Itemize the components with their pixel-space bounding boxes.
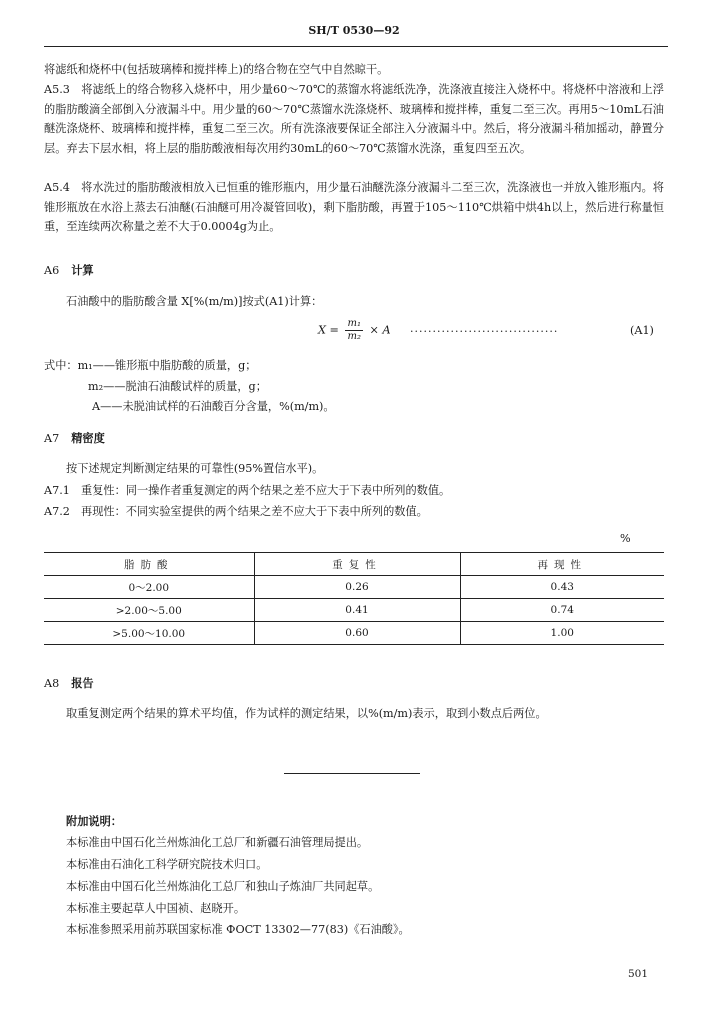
formula-denominator: m₂	[347, 331, 361, 342]
table-header-row	[44, 553, 664, 576]
definition-a: A——未脱油试样的石油酸百分含量，%(m/m)。	[92, 400, 335, 413]
formula-rhs: × A	[369, 323, 391, 337]
formula-a1	[318, 318, 391, 343]
cell-fatty-acid-range: 0～2.00	[44, 576, 254, 599]
paragraph-continuation: 将滤纸和烧杯中(包括玻璃棒和搅拌棒上)的络合物在空气中自然晾干。	[44, 63, 389, 76]
page-number: 501	[628, 968, 649, 980]
note-line: 本标准由中国石化兰州炼油化工总厂和独山子炼油厂共同起草。	[66, 880, 380, 893]
cell-fatty-acid-range: >2.00～5.00	[44, 599, 254, 622]
note-line: 本标准由中国石化兰州炼油化工总厂和新疆石油管理局提出。	[66, 836, 369, 849]
table-row	[44, 599, 664, 622]
a8-report-text: 取重复测定两个结果的算术平均值，作为试样的测定结果，以%(m/m)表示，取到小数点后两位。	[66, 707, 547, 720]
a7-2-reproducibility: A7.2 再现性：不同实验室提供的两个结果之差不应大于下表中所列的数值。	[44, 505, 428, 518]
header-rule	[44, 46, 668, 47]
a7-1-repeatability: A7.1 重复性：同一操作者重复测定的两个结果之差不应大于下表中所列的数值。	[44, 484, 451, 497]
formula-fraction	[345, 318, 363, 343]
formula-leader-dots: ·································	[410, 325, 559, 338]
definition-m2: m₂——脱油石油酸试样的质量，g；	[88, 380, 267, 393]
cell-repeatability: 0.60	[254, 622, 460, 645]
paragraph-a5-4: A5.4 将水洗过的脂肪酸液相放入已恒重的锥形瓶内，用少量石油醚洗涤分液漏斗二至三次，洗涤液也一并放入锥形瓶内。将锥形瓶放在水浴上蒸去石油醚(石油醚可用冷凝管回收)，剩下脂肪酸，再置于105～110℃烘箱中烘4h以上，然后进行称量恒重，至连续两次称量之差不大于0.0004g为止。	[44, 181, 664, 234]
standard-code-header: SH/T 0530—92	[308, 24, 400, 37]
header-fatty-acid: 脂肪酸	[44, 553, 254, 576]
cell-reproducibility: 1.00	[460, 622, 664, 645]
note-line: 本标准主要起草人中国祯、赵晓开。	[66, 902, 246, 915]
notes-title: 附加说明：	[66, 814, 122, 828]
a6-intro: 石油酸中的脂肪酸含量 X[%(m/m)]按式(A1)计算：	[66, 295, 323, 308]
cell-repeatability: 0.26	[254, 576, 460, 599]
cell-fatty-acid-range: >5.00～10.00	[44, 622, 254, 645]
table-row	[44, 622, 664, 645]
section-number: A6	[44, 264, 60, 277]
section-title: 精密度	[71, 431, 105, 445]
definitions-where	[44, 357, 256, 375]
formula-label: (A1)	[630, 324, 654, 337]
a7-intro: 按下述规定判断测定结果的可靠性(95%置信水平)。	[66, 462, 324, 475]
formula-lhs: X =	[318, 323, 339, 337]
section-title: 报告	[71, 676, 94, 690]
section-heading-a7	[44, 430, 105, 446]
cell-reproducibility: 0.43	[460, 576, 664, 599]
formula-numerator: m₁	[347, 318, 361, 329]
cell-reproducibility: 0.74	[460, 599, 664, 622]
header-reproducibility: 再现性	[460, 553, 664, 576]
table-unit: %	[620, 532, 631, 545]
section-heading-a8	[44, 675, 94, 691]
header-repeatability: 重复性	[254, 553, 460, 576]
table-row	[44, 576, 664, 599]
precision-table	[44, 552, 664, 645]
section-divider	[284, 773, 420, 774]
cell-repeatability: 0.41	[254, 599, 460, 622]
paragraph-a5-3: A5.3 将滤纸上的络合物移入烧杯中，用少量60～70℃的蒸馏水将滤纸洗净，洗涤液直接注入烧杯中。将烧杯中溶液和上浮的脂肪酸滴全部倒入分液漏斗中。用少量的60～70℃蒸馏水洗涤烧杯、玻璃棒和搅拌棒，重复二至三次。再用5～10mL石油醚洗涤烧杯、玻璃棒和搅拌棒，重复二至三次。所有洗涤液要保证全部注入分液漏斗中。然后，将分液漏斗稍加摇动，静置分层。弃去下层水相，将上层的脂肪酸液相每次用约30mL的60～70℃蒸馏水洗涤，重复四至五次。	[44, 83, 664, 155]
section-number: A8	[44, 677, 60, 690]
note-line: 本标准由石油化工科学研究院技术归口。	[66, 858, 268, 871]
section-number: A7	[44, 432, 60, 445]
definitions-where-label: 式中：	[44, 359, 78, 372]
section-title: 计算	[71, 263, 94, 277]
section-heading-a6	[44, 262, 94, 278]
definition-m1: m₁——锥形瓶中脂肪酸的质量，g；	[77, 359, 257, 372]
note-line: 本标准参照采用前苏联国家标准 ФОСТ 13302—77(83)《石油酸》。	[66, 923, 410, 936]
